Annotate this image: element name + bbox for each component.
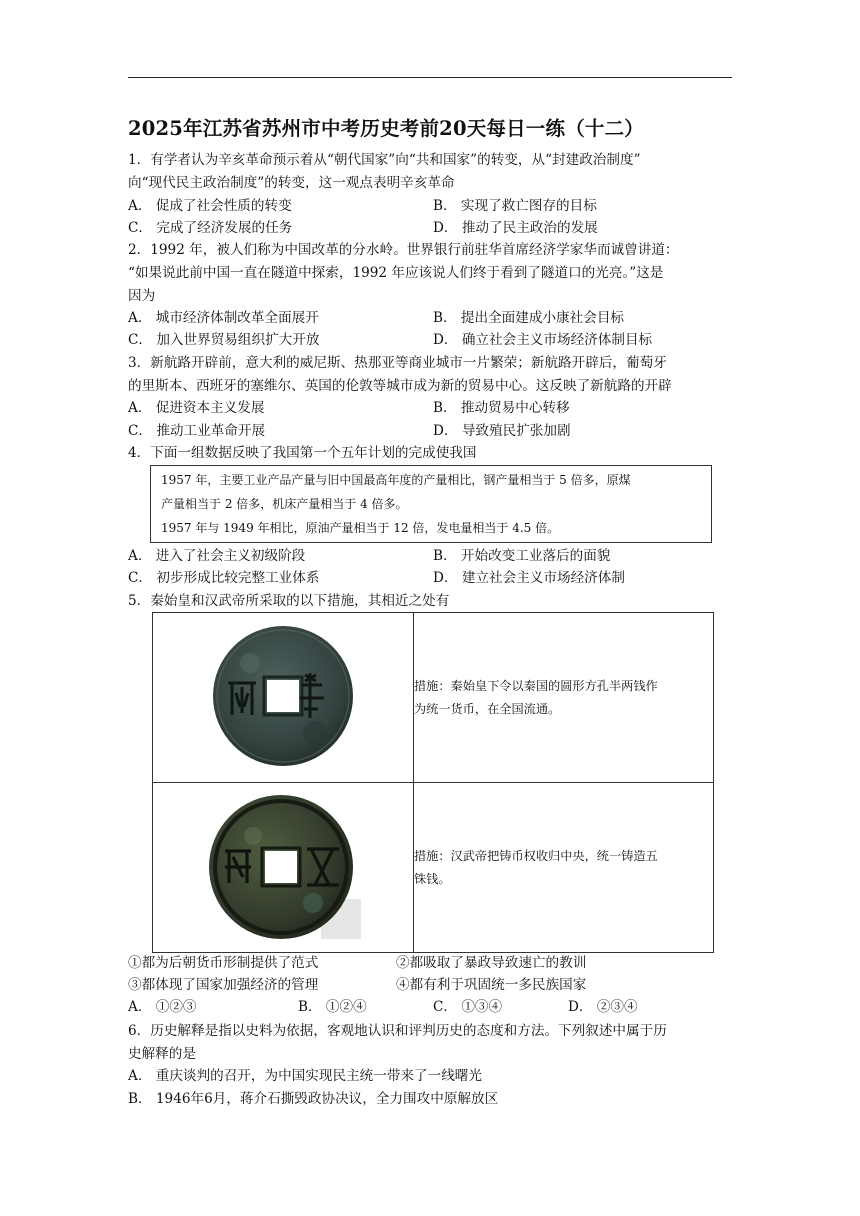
q5-statement-1: ①都为后朝货币形制提供了范式: [128, 955, 319, 971]
q6-stem-line-1: 6．历史解释是指以史料为依据，客观地认识和评判历史的态度和方法。下列叙述中属于历: [128, 1023, 667, 1039]
q2-option-d[interactable]: D． 确立社会主义市场经济体制目标: [433, 332, 653, 348]
q1-stem-line-2: 向“现代民主政治制度”的转变，这一观点表明辛亥革命: [128, 175, 455, 191]
q5-stem: 5．秦始皇和汉武帝所采取的以下措施，其相近之处有: [128, 593, 450, 609]
q1-option-d[interactable]: D． 推动了民主政治的发展: [433, 220, 598, 236]
q2-option-a[interactable]: A． 城市经济体制改革全面展开: [128, 310, 319, 326]
q3-option-a[interactable]: A． 促进资本主义发展: [128, 400, 265, 416]
q1-option-a[interactable]: A． 促成了社会性质的转变: [128, 198, 292, 214]
banliang-coin-image: [210, 623, 356, 769]
q5-option-a[interactable]: A． ①②③: [128, 999, 197, 1015]
page-title: 2025年江苏省苏州市中考历史考前20天每日一练（十二）: [128, 117, 645, 140]
q5-statement-3: ③都体现了国家加强经济的管理: [128, 977, 319, 993]
q4-box-line-1: 1957 年，主要工业产品产量与旧中国最高年度的产量相比，钢产量相当于 5 倍多，原煤: [161, 473, 631, 487]
q5-statement-4: ④都有利于巩固统一多民族国家: [396, 977, 587, 993]
q5-option-d[interactable]: D． ②③④: [568, 999, 638, 1015]
q4-option-d[interactable]: D． 建立社会主义市场经济体制: [433, 570, 625, 586]
wuzhu-coin-image: [203, 791, 363, 941]
q1-stem-line-1: 1．有学者认为辛亥革命预示着从“朝代国家”向“共和国家”的转变，从“封建政治制度”: [128, 152, 641, 168]
q1-option-c[interactable]: C． 完成了经济发展的任务: [128, 220, 293, 236]
table-row: [153, 783, 714, 953]
q2-stem-line-1: 2．1992 年，被人们称为中国改革的分水岭。世界银行前驻华首席经济学家华而诚曾讲道：: [128, 242, 679, 258]
han-measure-cell: [414, 783, 714, 953]
q6-option-b[interactable]: B． 1946年6月，蒋介石撕毁政协决议，全力围攻中原解放区: [128, 1091, 499, 1107]
q5-statement-2: ②都吸取了暴政导致速亡的教训: [396, 955, 587, 971]
q2-stem-line-2: “如果说此前中国一直在隧道中探索，1992 年应该说人们终于看到了隧道口的光亮。”这是: [128, 265, 664, 281]
han-measure-line-2: 铢钱。: [414, 871, 451, 886]
header-rule: [128, 77, 732, 78]
q4-option-c[interactable]: C． 初步形成比较完整工业体系: [128, 570, 320, 586]
q3-option-b[interactable]: B． 推动贸易中心转移: [433, 400, 570, 416]
q4-data-box: [150, 465, 712, 543]
wuzhu-coin-cell: [153, 783, 414, 953]
q2-stem-line-3: 因为: [128, 288, 156, 304]
q3-option-d[interactable]: D． 导致殖民扩张加剧: [433, 423, 571, 439]
han-measure-line-1: 措施：汉武帝把铸币权收归中央，统一铸造五: [414, 848, 658, 863]
q6-option-a[interactable]: A． 重庆谈判的召开，为中国实现民主统一带来了一线曙光: [128, 1068, 482, 1084]
q4-option-b[interactable]: B． 开始改变工业落后的面貌: [433, 548, 611, 564]
q4-box-line-3: 1957 年与 1949 年相比，原油产量相当于 12 倍，发电量相当于 4.5 倍。: [161, 521, 560, 535]
q4-option-a[interactable]: A． 进入了社会主义初级阶段: [128, 548, 306, 564]
q5-option-c[interactable]: C． ①③④: [433, 999, 503, 1015]
q2-option-b[interactable]: B． 提出全面建成小康社会目标: [433, 310, 625, 326]
q3-option-c[interactable]: C． 推动工业革命开展: [128, 423, 266, 439]
q4-box-line-2: 产量相当于 2 倍多，机床产量相当于 4 倍多。: [161, 497, 408, 511]
qin-measure-line-1: 措施：秦始皇下令以秦国的圆形方孔半两钱作: [414, 678, 658, 693]
q4-stem: 4．下面一组数据反映了我国第一个五年计划的完成使我国: [128, 445, 477, 461]
qin-measure-cell: [414, 613, 714, 783]
q5-option-b[interactable]: B． ①②④: [298, 999, 367, 1015]
q2-option-c[interactable]: C． 加入世界贸易组织扩大开放: [128, 332, 320, 348]
q1-option-b[interactable]: B． 实现了救亡图存的目标: [433, 198, 597, 214]
q3-stem-line-1: 3．新航路开辟前，意大利的威尼斯、热那亚等商业城市一片繁荣；新航路开辟后，葡萄牙: [128, 355, 667, 371]
q6-stem-line-2: 史解释的是: [128, 1046, 196, 1062]
table-row: [153, 613, 714, 783]
banliang-coin-cell: [153, 613, 414, 783]
qin-measure-line-2: 为统一货币，在全国流通。: [414, 701, 561, 716]
q3-stem-line-2: 的里斯本、西班牙的塞维尔、英国的伦敦等城市成为新的贸易中心。这反映了新航路的开辟: [128, 378, 672, 394]
q5-coin-table: [152, 612, 714, 953]
